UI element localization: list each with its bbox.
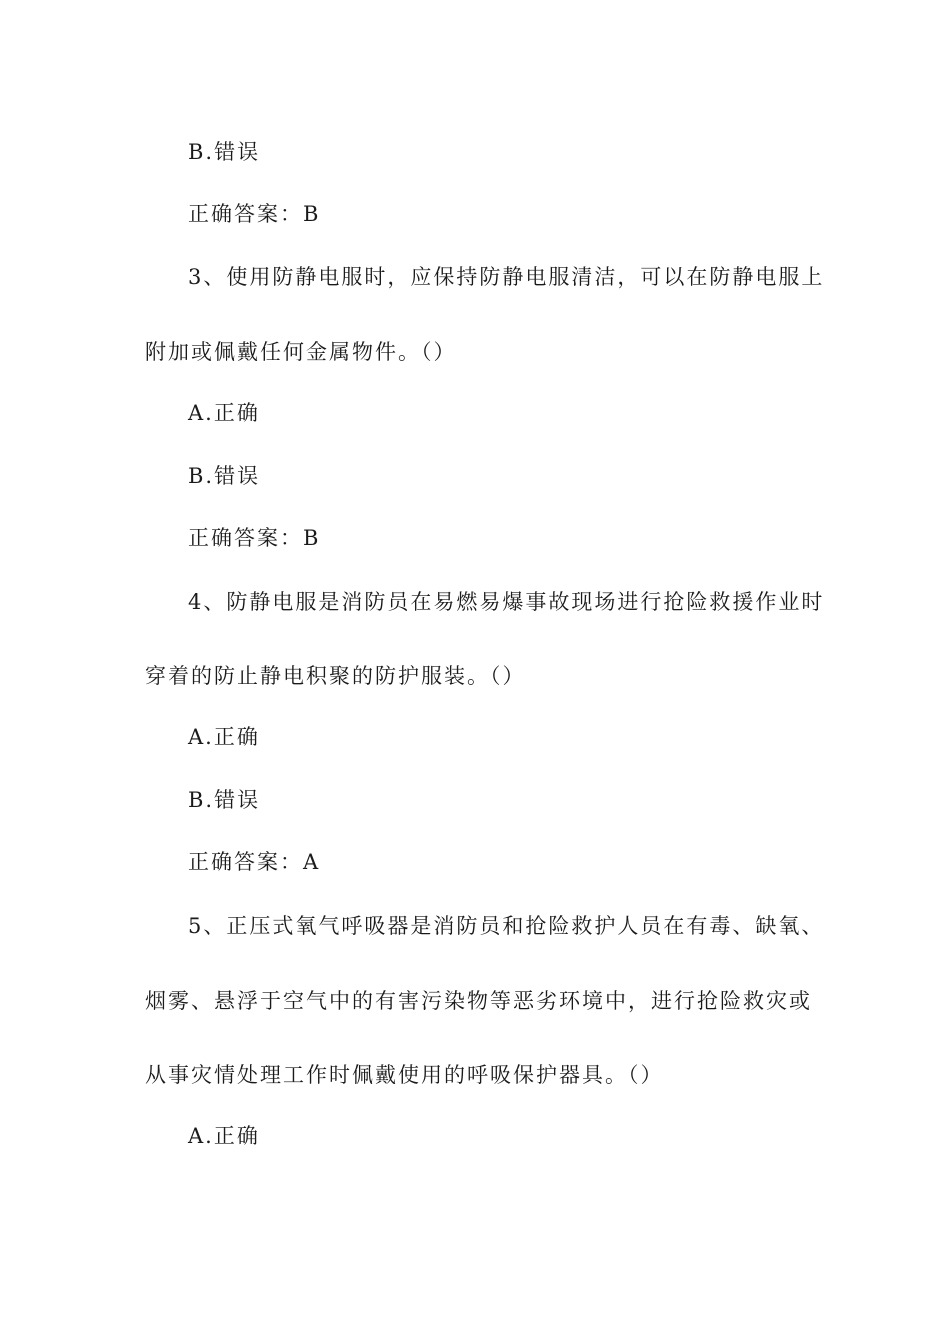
option-b: B.错误 <box>188 464 261 488</box>
option-b: B.错误 <box>188 788 261 812</box>
question-4-line-2: 穿着的防止静电积聚的防护服装。（） <box>145 664 526 688</box>
question-4-line-1: 4、防静电服是消防员在易燃易爆事故现场进行抢险救援作业时 <box>188 590 825 614</box>
question-3-line-1: 3、使用防静电服时，应保持防静电服清洁，可以在防静电服上 <box>188 265 825 289</box>
option-a: A.正确 <box>188 725 260 749</box>
question-5-line-2: 烟雾、悬浮于空气中的有害污染物等恶劣环境中，进行抢险救灾或 <box>145 989 812 1013</box>
option-b: B.错误 <box>188 140 261 164</box>
question-3-line-2: 附加或佩戴任何金属物件。（） <box>145 340 457 364</box>
correct-answer: 正确答案：A <box>188 850 321 874</box>
correct-answer: 正确答案：B <box>188 202 321 226</box>
question-5-line-3: 从事灾情处理工作时佩戴使用的呼吸保护器具。（） <box>145 1063 664 1087</box>
option-a: A.正确 <box>188 401 260 425</box>
question-5-line-1: 5、正压式氧气呼吸器是消防员和抢险救护人员在有毒、缺氧、 <box>188 914 825 938</box>
option-a: A.正确 <box>188 1124 260 1148</box>
correct-answer: 正确答案：B <box>188 526 321 550</box>
